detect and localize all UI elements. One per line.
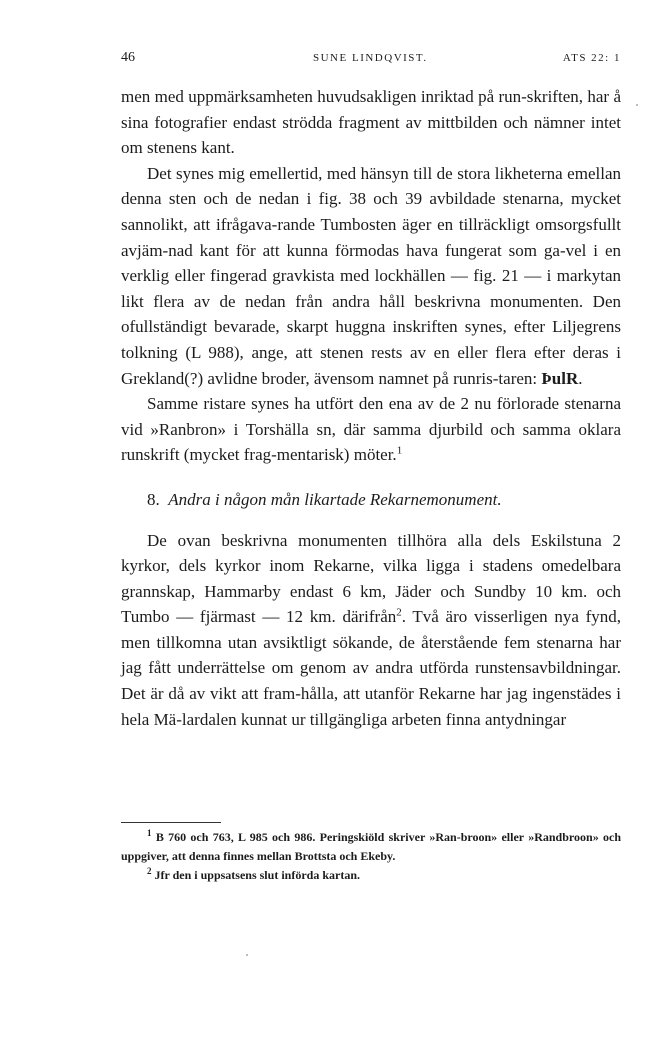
paragraph-continued: men med uppmärksamheten huvudsakligen inriktad på run-skriften, har å sina fotografier endast strödda fragment av mittbilden och nämner intet om stenens kant. [121,87,621,158]
paragraph-monuments [121,528,621,733]
section-title: Andra i någon mån likartade Rekarnemonument. [168,489,502,509]
paragraph-text: Samme ristare synes ha utfört den ena av de 2 nu förlorade stenarna vid »Ranbron» i Torshälla sn, där samma djurbild och samma oklara runskrift (mycket frag-mentarisk) möter. [121,394,621,465]
footnote-2 [121,866,621,885]
paragraph-text: Det synes mig emellertid, med hänsyn till de stora likheterna emellan denna sten och de nedan i fig. 38 och 39 avbildade stenarna, mycket sannolikt, att ifrågava-rande Tumbosten äger en tillräckligt omsorgsfullt avjäm-nad kant för att kunna förmodas hava fungerat som ga-vel i en verklig eller fingerad gravkista med lockhällen — fig. 21 — i markytan likt flera av de nedan från andra håll beskrivna monumenten. Den ofullständigt bevarade, skarpt huggna inskriften synes, efter Liljegrens tolkning (L 988), ange, att stenen rests av en eller flera efter deras i Grekland(?) avlidne broder, ävensom namnet på runris-taren: [121,163,621,388]
footnote-rule [121,822,221,823]
series-reference: ATS 22: 1 [562,52,621,64]
section-heading [121,487,621,513]
page-number: 46 [121,50,135,65]
page-header [121,50,621,70]
section-number: 8. [147,489,160,509]
footnote-ref-1: 1 [396,444,403,457]
paragraph-text-b: . Två äro visserligen nya fynd, men tillkomna utan avsiktligt sökande, de återstående fem stenarna har jag fått underrättelse om genom av andra utförda runstensavbildningar. Det är då av vikt att fram-hålla, att utanför Rekarne har jag ingenstädes i hela Mä-lardalen kunnat ur tillgängliga arbeten finna antydningar [121,607,621,729]
paragraph-tumbo-stone [121,161,621,391]
rune-carver-name: ÞulR [541,368,579,388]
footnote-mark: 2 [147,866,152,876]
paper-speck [246,954,248,956]
footnotes [121,828,621,885]
footnote-mark: 1 [147,828,152,838]
footnote-ref-2: 2 [396,606,402,619]
paper-speck [636,104,638,106]
paragraph-text-a: De ovan beskrivna monumenten tillhöra alla dels Eskilstuna 2 kyrkor, dels kyrkor inom Rekarne, vilka ligga i stadens omedelbara grannskap, Hammarby endast 6 km, Jäder och Sundby 10 km. och Tumbo — fjärmast — 12 km. därifrån [121,530,621,627]
footnote-text: B 760 och 763, L 985 och 986. Peringskiöld skriver »Ran-broon» eller »Randbroon» och uppgiver, att denna finnes mellan Brottsta och Ekeby. [121,830,622,863]
period: . [578,368,583,388]
main-text [121,84,621,732]
footnote-1 [121,828,621,866]
footnote-text: Jfr den i uppsatsens slut införda kartan. [154,868,360,882]
paragraph-ranbron [121,391,621,468]
running-head: SUNE LINDQVIST. [313,52,428,64]
